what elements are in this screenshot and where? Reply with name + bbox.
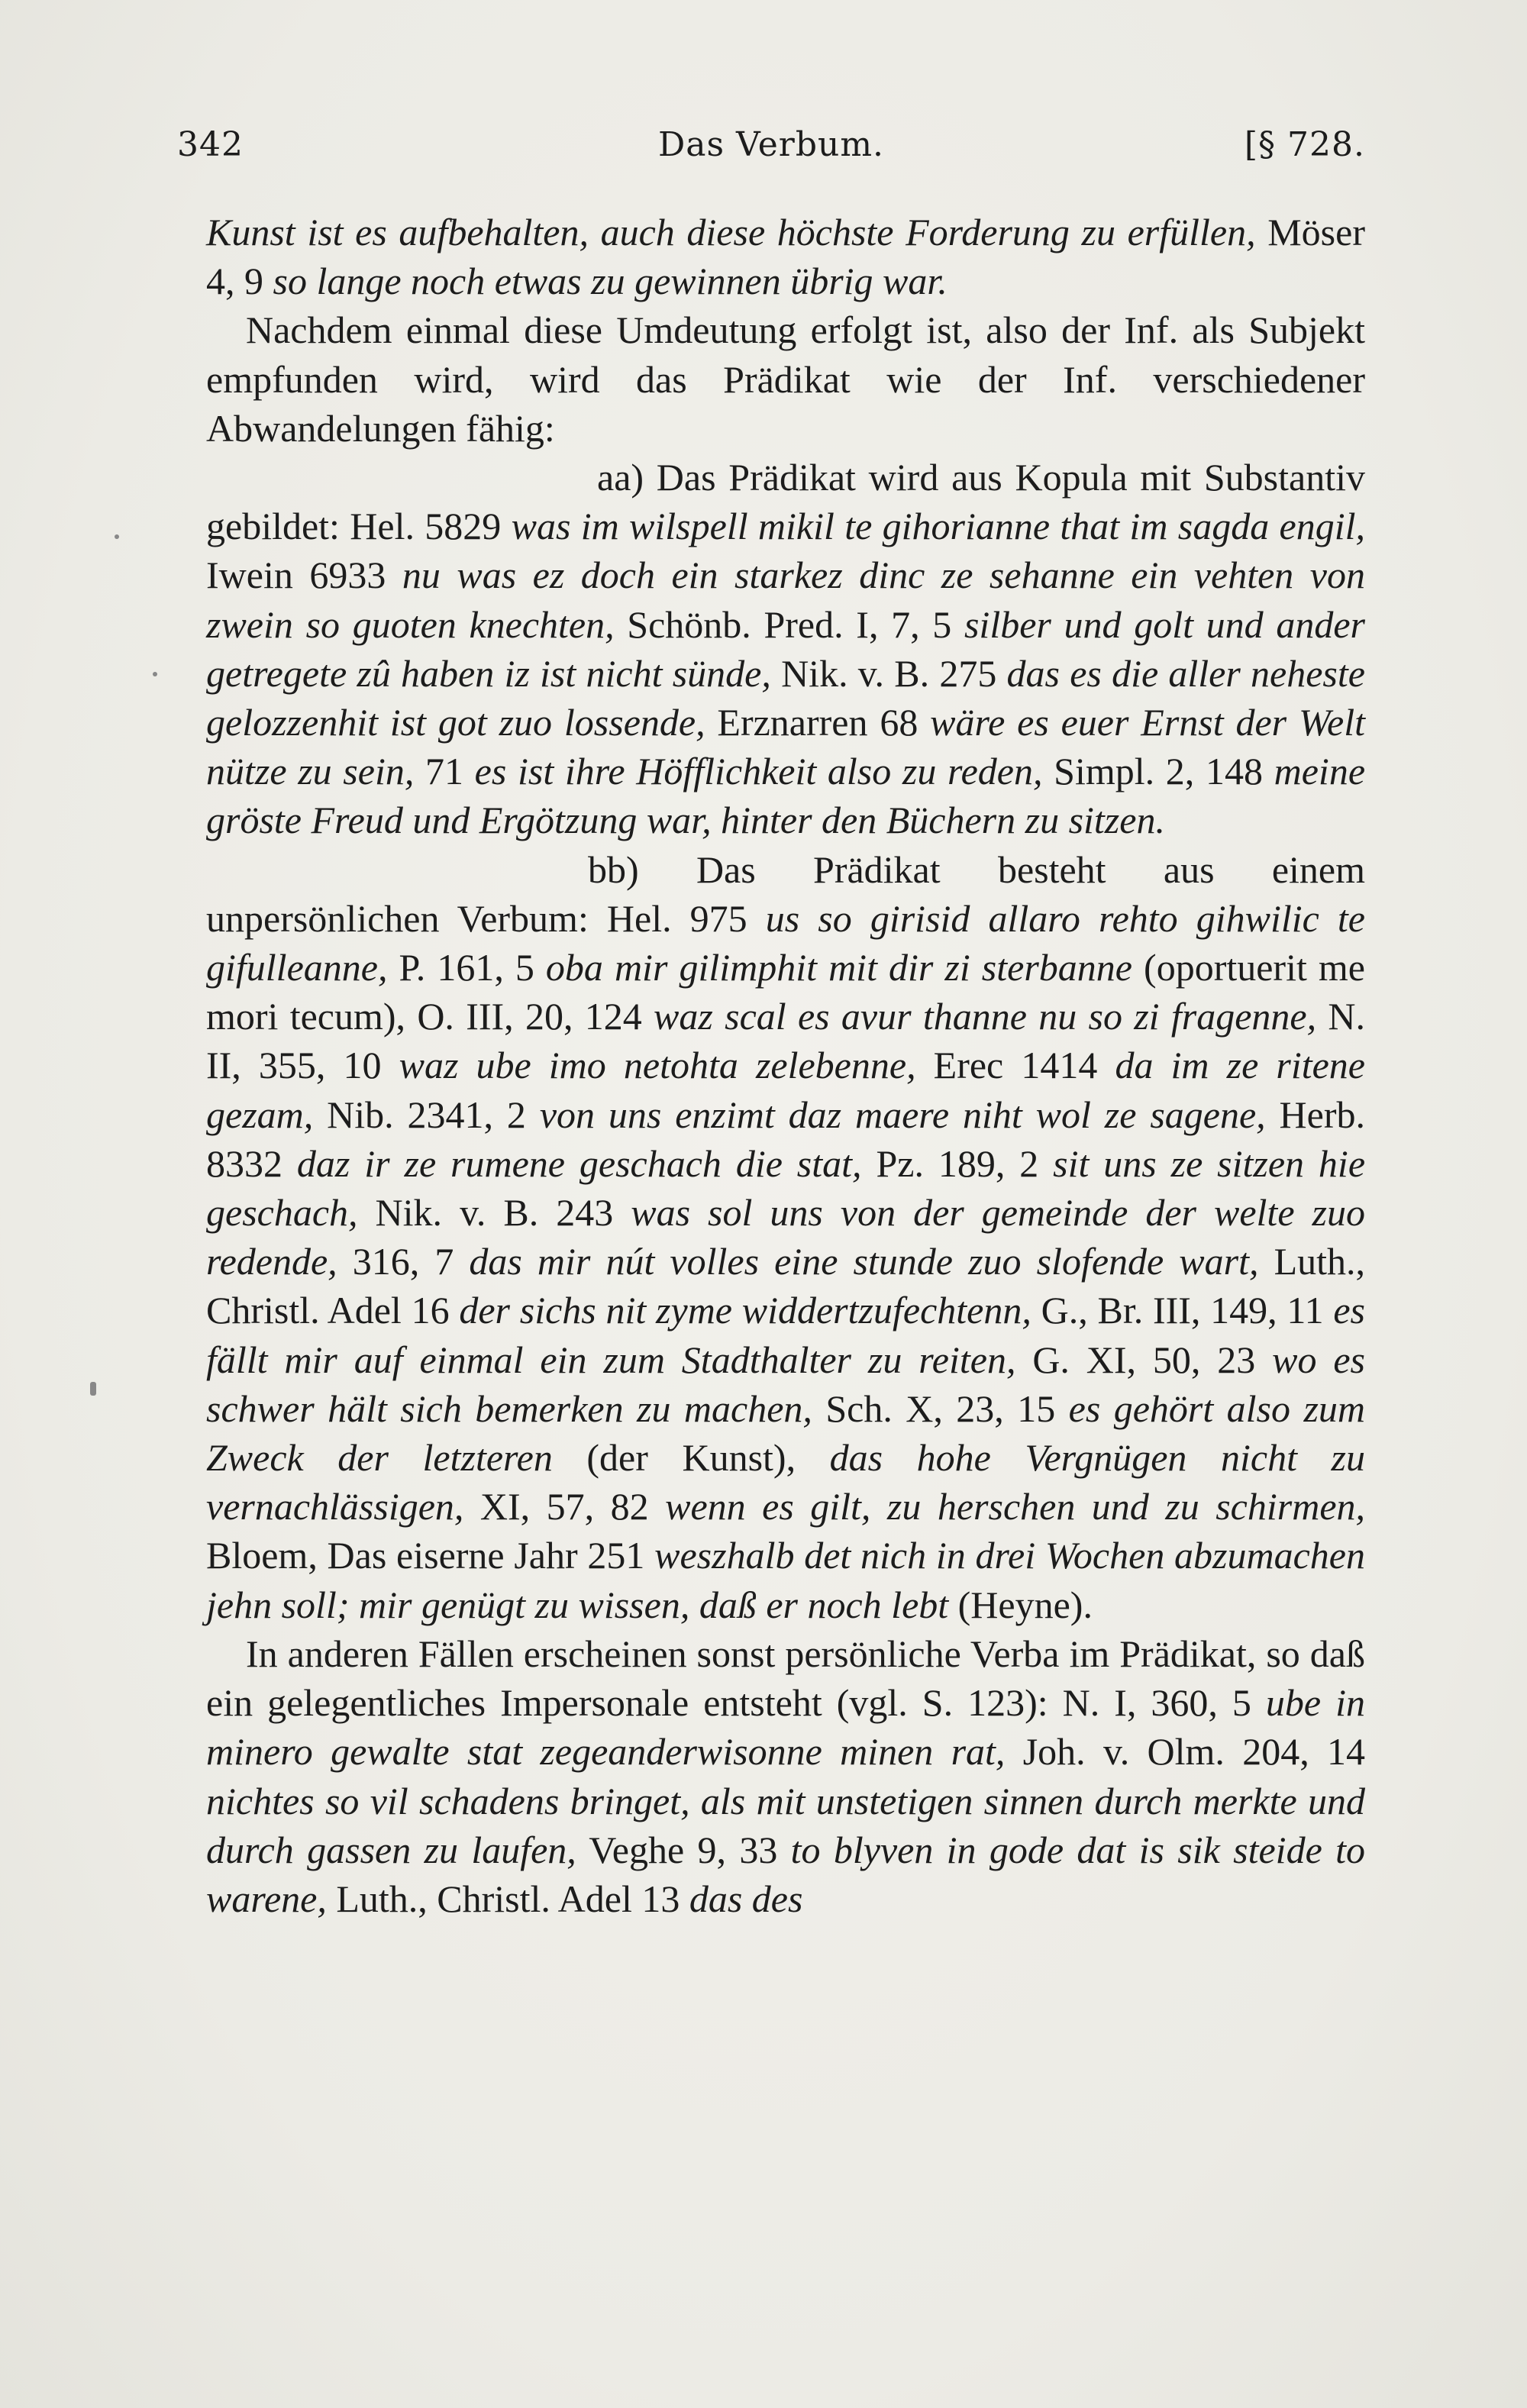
quote: das mir nút volles eine stunde zuo slofende wart, (469, 1240, 1259, 1283)
quote: daz ir ze rumene geschach die stat, (296, 1141, 862, 1185)
margin-speck (90, 1382, 96, 1396)
citation: N. II, 355, 10 (206, 995, 1366, 1087)
citation: Nik. v. B. 275 (770, 651, 1007, 695)
margin-speck (153, 672, 157, 676)
text-run: bb) Das Prädikat besteht aus einem unpersönlichen Verbum: Hel. 975 (206, 847, 1365, 940)
citation: (oportuerit me mori tecum), O. III, 20, 124 (206, 946, 1365, 1038)
citation: 71 (414, 750, 475, 793)
quote: wenn es gilt, zu herschen und zu schirmen, (665, 1485, 1366, 1528)
citation: Möser 4, 9 (206, 211, 1365, 303)
citation: Joh. v. Olm. 204, 14 (1005, 1730, 1365, 1774)
citation: Nib. 2341, 2 (313, 1093, 540, 1136)
quote: waz ube imo netohta zelebenne, (399, 1044, 916, 1087)
quote: das hohe Vergnügen nicht zu vernachlässigen, (206, 1436, 1365, 1528)
citation: Iwein 6933 (206, 554, 402, 597)
quote: es gehört also zum Zweck der letzteren (206, 1386, 1366, 1480)
citation: Erznarren 68 (705, 701, 931, 744)
quote: to blyven in gode dat is sik steide to warene, (206, 1828, 1365, 1920)
quote: us so girisid allaro rehto gihwilic te gifulleanne, (206, 896, 1365, 989)
citation: Veghe 9, 33 (576, 1828, 791, 1871)
quote: meine gröste Freud und Ergötzung war, hinter den Büchern zu sitzen. (206, 750, 1366, 842)
citation: (Heyne). (948, 1583, 1093, 1626)
quote: waz scal es avur thanne nu so zi fragenne, (654, 995, 1317, 1038)
quote: das des (689, 1877, 803, 1920)
citation: Erec 1414 (915, 1044, 1115, 1087)
quote: da im ze ritene gezam, (206, 1044, 1365, 1136)
quote: so lange noch etwas zu gewinnen übrig war. (273, 260, 948, 303)
text-run: Nachdem einmal diese Umdeutung erfolgt ist, also der Inf. als Subjekt empfunden wird, wird das Prädikat wie der Inf. verschiedener Abwandelungen fähig: (206, 308, 1365, 450)
citation: P. 161, 5 (387, 946, 546, 989)
paragraph-impersonal (206, 1629, 1365, 1923)
quote: wo es schwer hält sich bemerken zu machen, (206, 1338, 1365, 1430)
quote: von uns enzimt daz maere niht wol ze sagene, (539, 1093, 1266, 1136)
text-run: aa) Das Prädikat wird aus Kopula mit Substantiv gebildet: Hel. 5829 (206, 456, 1365, 548)
citation (349, 1583, 359, 1626)
section-reference: [§ 728. (1244, 125, 1365, 164)
quote: es fällt mir auf einmal ein zum Stadthalter zu reiten, (206, 1289, 1365, 1381)
quote: was sol uns von der gemeinde der welte zuo redende, (206, 1191, 1365, 1283)
citation: Luth., Christl. Adel 16 (206, 1240, 1366, 1332)
citation: Schönb. Pred. I, 7, 5 (614, 602, 964, 646)
citation: (der Kunst), (552, 1436, 830, 1480)
quote: weszhalb det nich in drei Wochen abzumachen jehn soll; (206, 1534, 1365, 1626)
citation: Nik. v. B. 243 (357, 1191, 631, 1235)
running-header (177, 122, 1365, 168)
margin-speck (115, 534, 119, 539)
citation: Luth., Christl. Adel 13 (326, 1877, 689, 1920)
citation: G., Br. III, 149, 11 (1031, 1289, 1334, 1332)
citation: Pz. 189, 2 (861, 1141, 1054, 1185)
citation: 316, 7 (337, 1240, 470, 1283)
paragraph-aa (206, 453, 1365, 845)
quote: es ist ihre Höfflichkeit also zu reden, (474, 750, 1043, 793)
quote: silber und golt und ander getregete zû haben iz ist nicht sünde, (206, 602, 1365, 695)
citation: Simpl. 2, 148 (1042, 750, 1274, 793)
quote: mir genügt zu wissen, daß er noch lebt (358, 1583, 949, 1626)
paragraph-intro (206, 305, 1365, 453)
running-title: Das Verbum. (657, 125, 885, 164)
quote: sit uns ze sitzen hie geschach, (206, 1141, 1366, 1235)
paragraph-continuation (206, 208, 1365, 305)
quote: nichtes so vil schadens bringet, als mit unstetigen sinnen durch merkte und durch gassen zu laufen, (206, 1779, 1365, 1871)
paragraph-bb (206, 845, 1365, 1629)
quote: was im wilspell mikil te gihorianne that im sagda engil, (511, 505, 1365, 548)
quote: ube in minero gewalte stat zegeanderwisonne minen rat, (206, 1681, 1365, 1774)
quote: nu was ez doch ein starkez dinc ze sehanne ein vehten von zwein so guoten knechten, (206, 554, 1365, 646)
citation: XI, 57, 82 (463, 1485, 666, 1528)
text-run: In anderen Fällen erscheinen sonst persönliche Verba im Prädikat, so daß ein gelegentliches Impersonale entsteht (vgl. S. 123): N. I, 360, 5 (206, 1632, 1365, 1725)
quote: wäre es euer Ernst der Welt nütze zu sein, (206, 701, 1365, 793)
body-text (206, 208, 1365, 1923)
citation: Sch. X, 23, 15 (812, 1386, 1069, 1430)
citation: Herb. 8332 (206, 1093, 1366, 1185)
citation: G. XI, 50, 23 (1015, 1338, 1273, 1381)
quote: das es die aller neheste gelozzenhit ist got zuo lossende, (206, 651, 1365, 744)
page-number: 342 (177, 125, 244, 164)
quote: der sichs nit zyme widdertzufechtenn, (459, 1289, 1031, 1332)
quote: Kunst ist es aufbehalten, auch diese höchste Forderung zu erfüllen, (206, 211, 1256, 253)
citation: Bloem, Das eiserne Jahr 251 (206, 1534, 655, 1577)
quote: oba mir gilimphit mit dir zi sterbanne (545, 946, 1132, 989)
